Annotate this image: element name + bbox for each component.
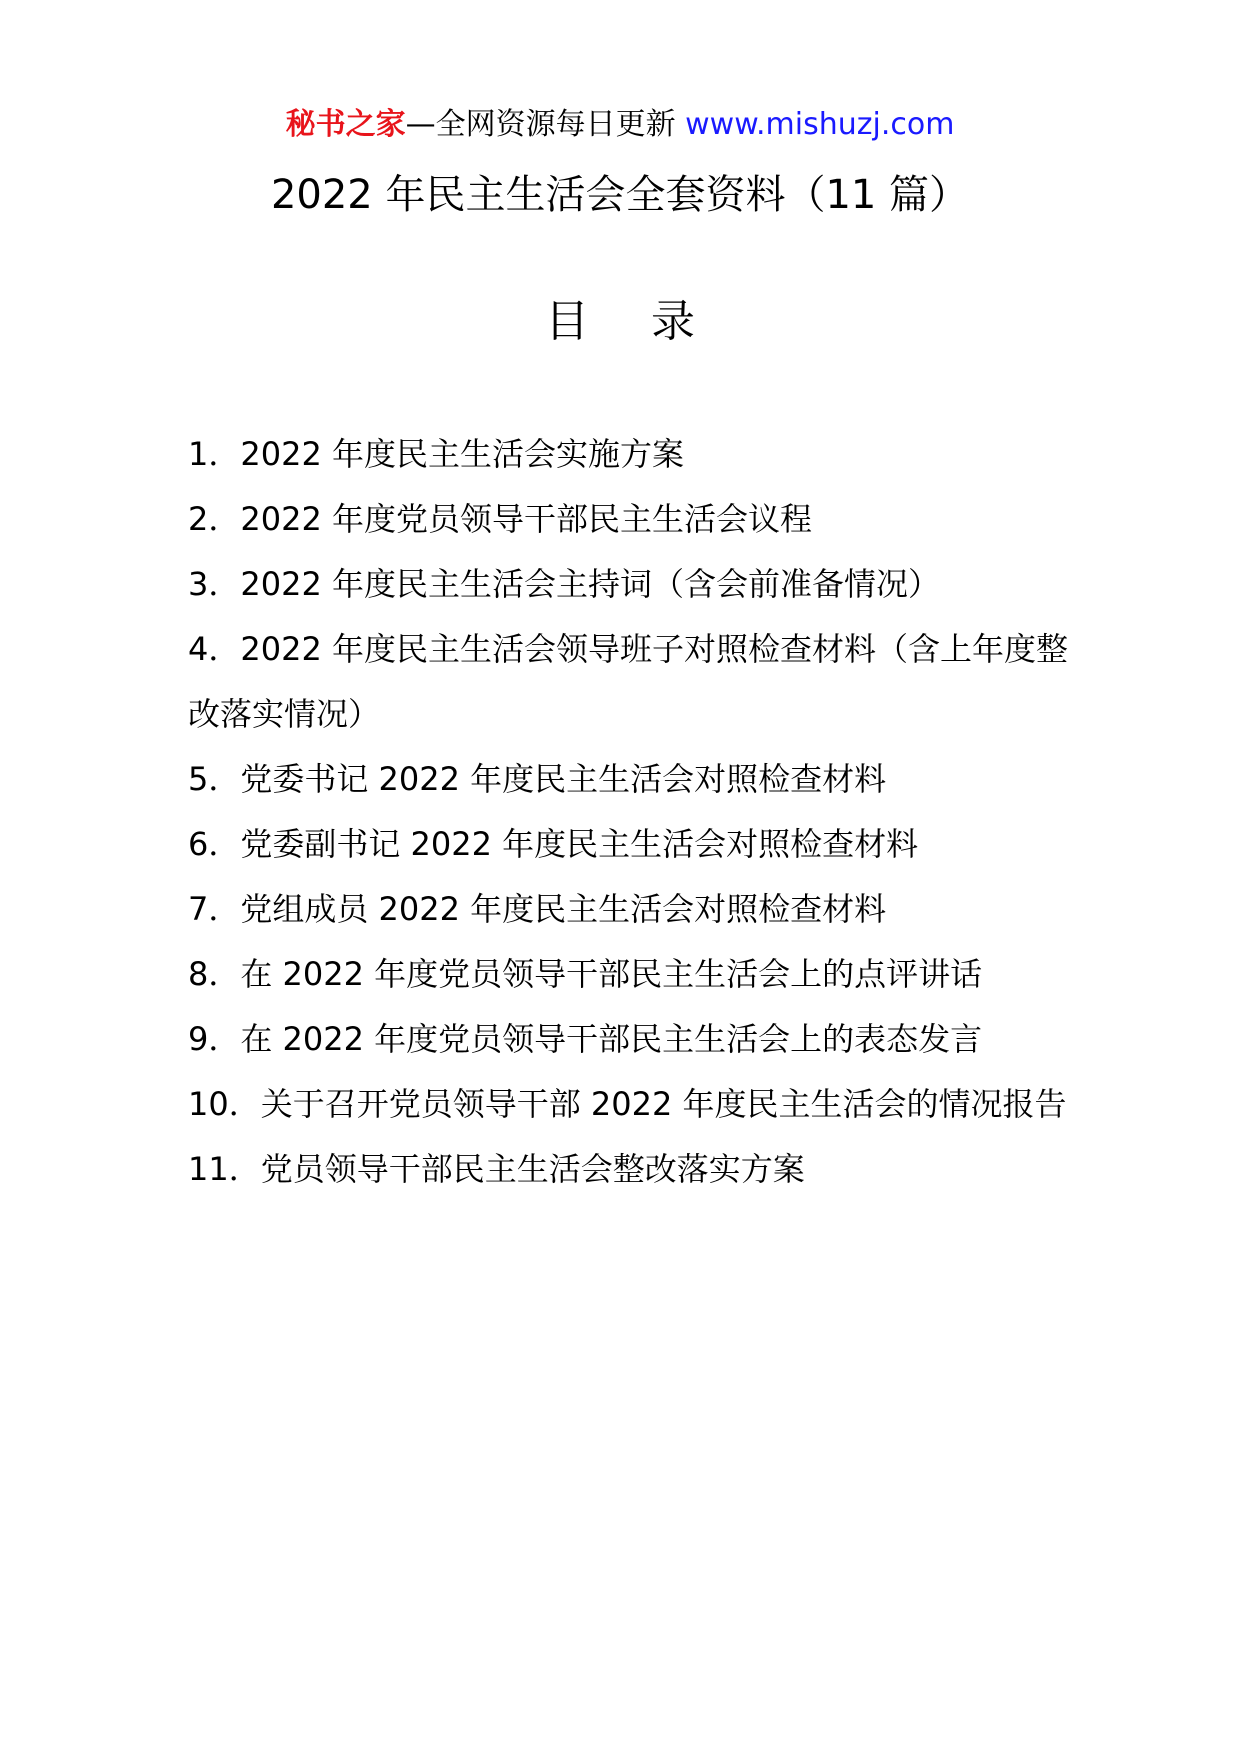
toc-item: 11．党员领导干部民主生活会整改落实方案 <box>188 1150 805 1188</box>
toc-item: 8．在 2022 年度党员领导干部民主生活会上的点评讲话 <box>188 955 983 993</box>
brand-name: 秘书之家 <box>285 107 406 142</box>
toc-item: 9．在 2022 年度党员领导干部民主生活会上的表态发言 <box>188 1020 983 1058</box>
site-header <box>0 100 1240 150</box>
toc-item: 10．关于召开党员领导干部 2022 年度民主生活会的情况报告 <box>188 1085 1067 1123</box>
document-title: 2022 年民主生活会全套资料（11 篇） <box>270 172 970 218</box>
toc-list <box>188 422 1068 1202</box>
header-tagline: —全网资源每日更新 <box>405 107 686 142</box>
site-url-link[interactable]: www.mishuzj.com <box>685 107 955 142</box>
toc-item: 4．2022 年度民主生活会领导班子对照检查材料（含上年度整改落实情况） <box>188 630 1068 733</box>
toc-item: 7．党组成员 2022 年度民主生活会对照检查材料 <box>188 890 887 928</box>
toc-item: 1．2022 年度民主生活会实施方案 <box>188 435 684 473</box>
toc-heading: 目录 <box>545 296 757 347</box>
toc-item: 3．2022 年度民主生活会主持词（含会前准备情况） <box>188 565 940 603</box>
toc-item: 6．党委副书记 2022 年度民主生活会对照检查材料 <box>188 825 919 863</box>
toc-item: 5．党委书记 2022 年度民主生活会对照检查材料 <box>188 760 887 798</box>
toc-item: 2．2022 年度党员领导干部民主生活会议程 <box>188 500 812 538</box>
